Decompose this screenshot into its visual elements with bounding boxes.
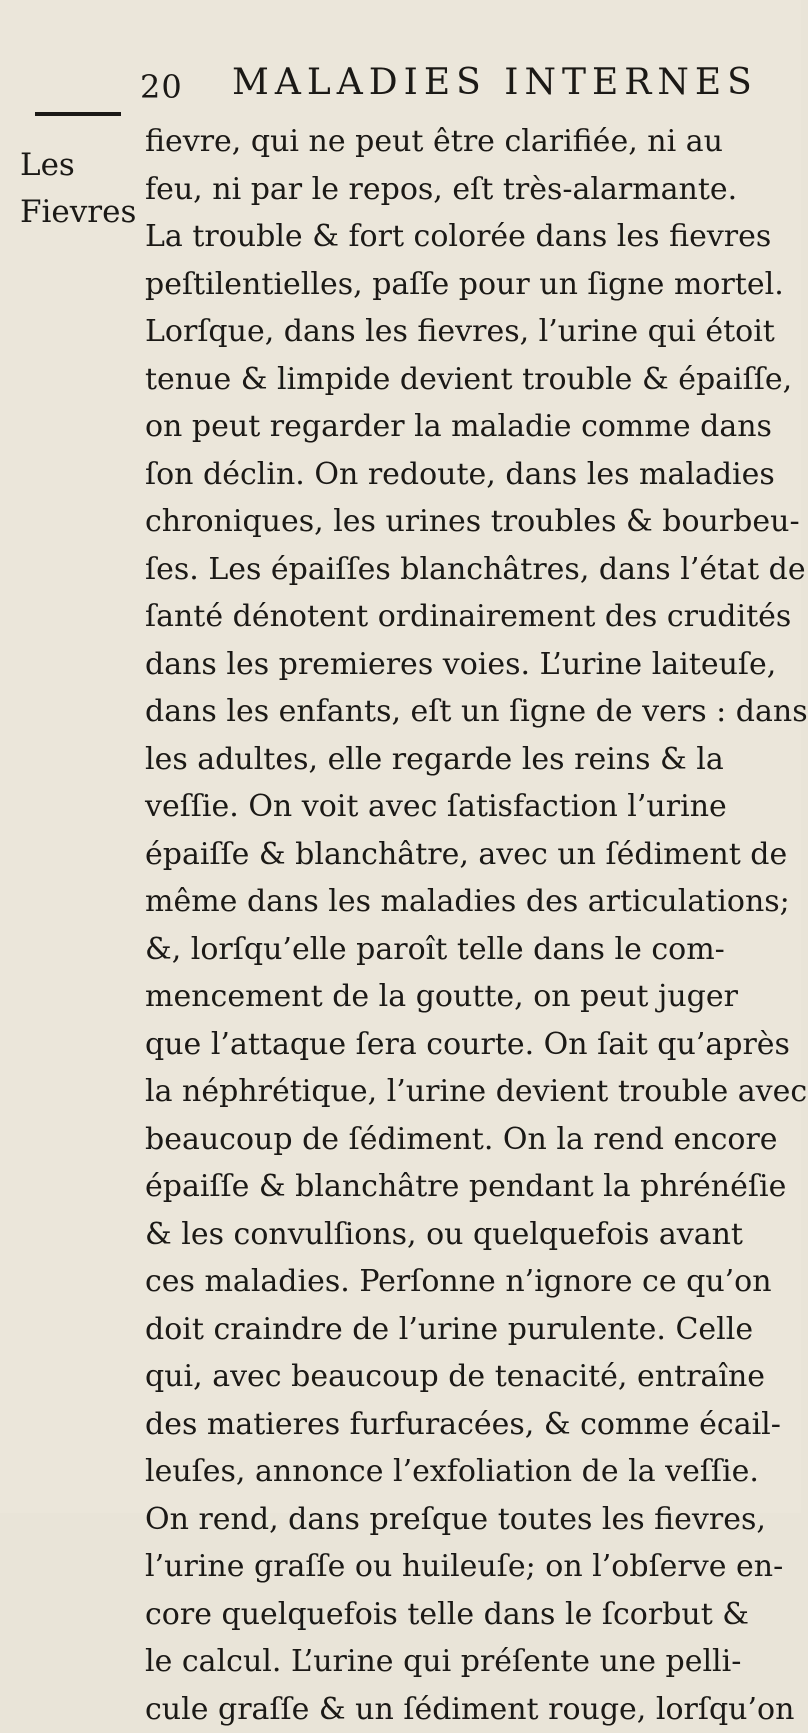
text-line: le calcul. L’urine qui préſente une pelli- — [145, 1638, 785, 1686]
text-line: fievre, qui ne peut être clarifiée, ni au — [145, 118, 785, 166]
text-line: on peut regarder la maladie comme dans — [145, 403, 785, 451]
text-line: leuſes, annonce l’exfoliation de la veſſie. — [145, 1448, 785, 1496]
text-line: La trouble & fort colorée dans les fievres — [145, 213, 785, 261]
text-line: l’urine graſſe ou huileuſe; on l’obſerve en- — [145, 1543, 785, 1591]
text-line: la néphrétique, l’urine devient trouble avec — [145, 1068, 785, 1116]
text-line: beaucoup de ſédiment. On la rend encore — [145, 1116, 785, 1164]
text-line: des matieres furfuracées, & comme écail- — [145, 1401, 785, 1449]
text-line: &, lorſqu’elle paroît telle dans le com- — [145, 926, 785, 974]
margin-note — [20, 142, 136, 236]
text-line: ſes. Les épaiſſes blanchâtres, dans l’état de — [145, 546, 785, 594]
margin-rule — [35, 112, 121, 116]
page-header — [140, 62, 780, 106]
text-line: peſtilentielles, paſſe pour un ſigne mortel. — [145, 261, 785, 309]
text-line: dans les premieres voies. L’urine laiteuſe, — [145, 641, 785, 689]
text-line: épaiſſe & blanchâtre pendant la phrénéſie — [145, 1163, 785, 1211]
text-line: core quelquefois telle dans le ſcorbut & — [145, 1591, 785, 1639]
text-line: ſanté dénotent ordinairement des crudités — [145, 593, 785, 641]
text-line: tenue & limpide devient trouble & épaiſſe, — [145, 356, 785, 404]
text-line: que l’attaque ſera courte. On ſait qu’après — [145, 1021, 785, 1069]
text-line: mencement de la goutte, on peut juger — [145, 973, 785, 1021]
text-line: qui, avec beaucoup de tenacité, entraîne — [145, 1353, 785, 1401]
text-line: Lorſque, dans les fievres, l’urine qui étoit — [145, 308, 785, 356]
text-line: & les convulſions, ou quelquefois avant — [145, 1211, 785, 1259]
text-line: chroniques, les urines troubles & bourbeu- — [145, 498, 785, 546]
text-line: épaiſſe & blanchâtre, avec un ſédiment de — [145, 831, 785, 879]
page-number: 20 — [140, 68, 183, 106]
text-line: veſſie. On voit avec ſatisfaction l’urine — [145, 783, 785, 831]
text-line: même dans les maladies des articulations; — [145, 878, 785, 926]
text-line: dans les enfants, eſt un ſigne de vers : dans — [145, 688, 785, 736]
text-line: ces maladies. Perſonne n’ignore ce qu’on — [145, 1258, 785, 1306]
text-line: doit craindre de l’urine purulente. Celle — [145, 1306, 785, 1354]
text-line: feu, ni par le repos, eſt très-alarmante. — [145, 166, 785, 214]
text-line: cule graſſe & un ſédiment rouge, lorſqu’on — [145, 1686, 785, 1733]
text-line: ſon déclin. On redoute, dans les maladies — [145, 451, 785, 499]
text-line: On rend, dans preſque toutes les fievres, — [145, 1496, 785, 1544]
body-text — [145, 118, 785, 1733]
running-title: MALADIES INTERNES — [232, 62, 758, 103]
text-line: les adultes, elle regarde les reins & la — [145, 736, 785, 784]
margin-note-line: Les — [20, 142, 136, 189]
margin-note-line: Fievres — [20, 189, 136, 236]
